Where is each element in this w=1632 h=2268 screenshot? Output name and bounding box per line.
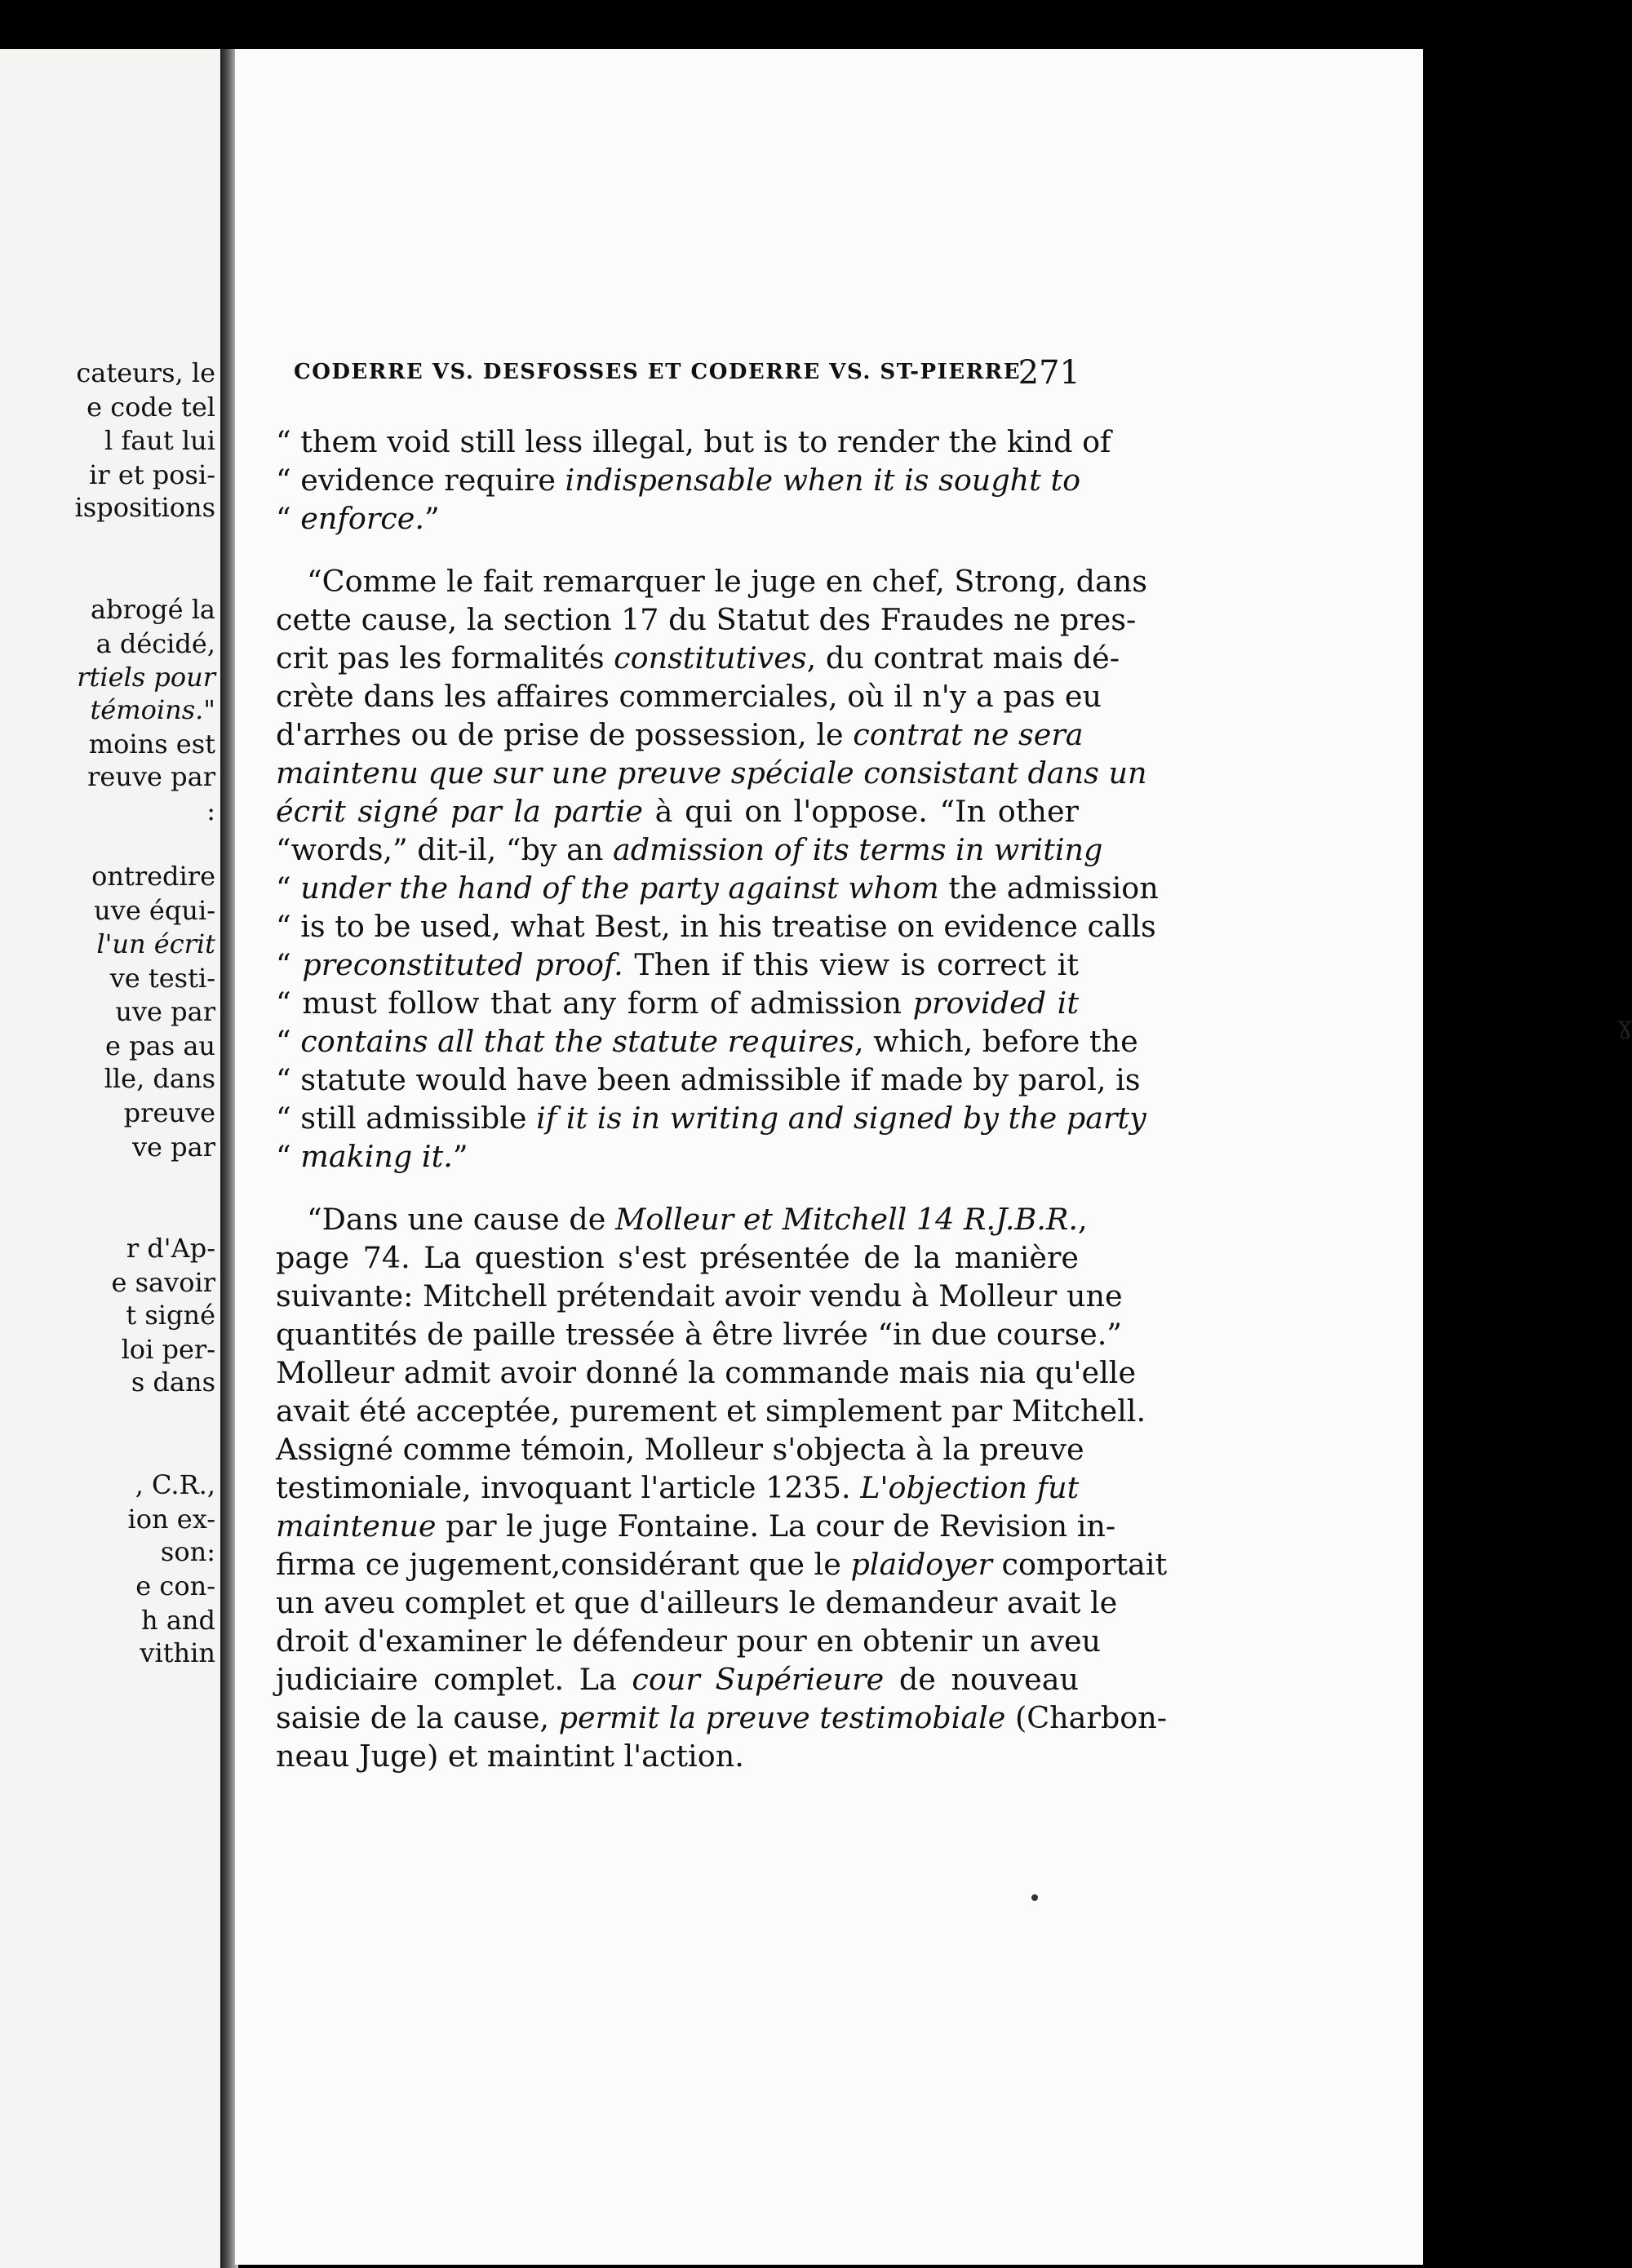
italic-run: Molleur et Mitchell 14 R.J.B.R.	[614, 1202, 1078, 1237]
text-line	[276, 1737, 1079, 1775]
text-run: , which, before the	[854, 1024, 1138, 1059]
italic-run: if it is in writing and signed by the party	[536, 1101, 1146, 1136]
text-line	[276, 1061, 1141, 1099]
text-run: crit pas les formalités	[276, 640, 614, 676]
italic-run: cour Supérieure	[632, 1662, 885, 1697]
text-run: saisie de la cause,	[276, 1700, 559, 1735]
text-line	[276, 600, 1137, 639]
left-page-line: ontredire	[91, 861, 215, 892]
italic-run: constitutives	[614, 640, 807, 676]
text-run: (Charbon-	[1005, 1700, 1168, 1735]
text-line	[276, 792, 1079, 831]
left-page-line: h and	[141, 1605, 215, 1636]
text-line	[276, 1699, 1168, 1737]
italic-run: enforce.	[300, 501, 424, 536]
text-line	[276, 1622, 1102, 1660]
text-line	[276, 1545, 1168, 1584]
text-run: par le juge Fontaine. La cour de Revision in-	[436, 1508, 1116, 1544]
left-page-line: e code tel	[86, 392, 215, 423]
text-run: “	[276, 870, 301, 906]
page-number: 271	[1018, 354, 1080, 392]
left-page-fragment	[0, 49, 228, 2268]
italic-run: provided it	[912, 986, 1080, 1021]
text-line	[276, 754, 1147, 792]
text-line	[276, 984, 1079, 1022]
text-run: “	[276, 1024, 301, 1059]
left-page-line: rtiels pour	[77, 662, 215, 693]
running-head	[294, 354, 1080, 392]
text-line	[276, 715, 1084, 754]
left-page-line: e savoir	[111, 1267, 215, 1298]
text-run: , du contrat mais dé-	[806, 640, 1120, 676]
italic-run: permit la preuve testimobiale	[558, 1700, 1006, 1735]
text-run: “ statute would have been admissible if made by parol, is	[276, 1062, 1141, 1097]
left-page-line: ispositions	[74, 492, 215, 523]
body-text	[276, 423, 1168, 1775]
text-line	[276, 423, 1111, 461]
text-run: avait été acceptée, purement et simplement par Mitchell.	[276, 1393, 1146, 1429]
text-run: comportait	[991, 1547, 1168, 1582]
text-line	[276, 1507, 1116, 1545]
italic-run: contrat ne sera	[853, 717, 1084, 752]
text-line	[276, 907, 1156, 946]
text-run: “	[276, 947, 303, 982]
paragraph	[276, 1200, 1168, 1775]
paragraph	[276, 423, 1111, 538]
text-line	[276, 1315, 1122, 1353]
text-run: quantités de paille tressée à être livrée “in due course.”	[276, 1317, 1122, 1352]
text-line	[276, 1277, 1123, 1315]
left-page-line: ir et posi-	[89, 459, 215, 490]
left-page-line: l faut lui	[104, 425, 215, 456]
left-page-line: vithin	[140, 1637, 215, 1668]
text-run: testimoniale, invoquant l'article 1235.	[276, 1470, 861, 1505]
text-run: suivante: Mitchell prétendait avoir vendu à Molleur une	[276, 1278, 1123, 1313]
text-run: de nouveau	[884, 1662, 1079, 1697]
text-run: “	[276, 1139, 301, 1174]
left-page-line: loi per-	[121, 1334, 215, 1365]
text-run: à qui on l'oppose. “In other	[642, 794, 1079, 829]
text-run: “ them void still less illegal, but is to render the kind of	[276, 424, 1111, 459]
italic-run: maintenue	[276, 1508, 437, 1544]
italic-run: making it.	[300, 1139, 453, 1174]
text-run: firma ce jugement,considérant que le	[276, 1547, 851, 1582]
left-page-line: :	[206, 795, 215, 826]
left-page-line: s dans	[131, 1367, 215, 1398]
text-run: “ evidence require	[276, 463, 565, 498]
text-run: d'arrhes ou de prise de possession, le	[276, 717, 854, 752]
left-page-line: abrogé la	[90, 594, 215, 625]
text-run: page 74. La question s'est présentée de la manière	[276, 1240, 1079, 1275]
edge-mark: ɣ	[1617, 1012, 1632, 1040]
text-run: crète dans les affaires commerciales, où il n'y a pas eu	[276, 679, 1102, 714]
left-page-line: témoins."	[90, 694, 215, 725]
text-line	[276, 1238, 1079, 1277]
text-line	[276, 1099, 1146, 1137]
text-line	[276, 562, 1147, 600]
text-run: droit d'examiner le défendeur pour en obtenir un aveu	[276, 1623, 1102, 1659]
text-run: cette cause, la section 17 du Statut des Fraudes ne pres-	[276, 602, 1137, 637]
left-page-line: l'un écrit	[96, 928, 215, 959]
left-page-line: preuve	[123, 1097, 215, 1128]
text-run: “words,” dit-il, “by an	[276, 832, 613, 867]
italic-run: plaidoyer	[850, 1547, 992, 1582]
left-page-line: ion ex-	[127, 1504, 215, 1535]
left-page-line: r d'Ap-	[126, 1233, 215, 1264]
italic-run: contains all that the statute requires	[300, 1024, 855, 1059]
text-line	[276, 946, 1079, 984]
italic-run: admission of its terms in writing	[613, 832, 1103, 867]
left-page-line: reuve par	[87, 761, 215, 792]
text-run: ”	[452, 1139, 468, 1174]
text-line	[276, 461, 1079, 499]
text-run: Assigné comme témoin, Molleur s'objecta à la preuve	[276, 1432, 1084, 1467]
text-run: “ is to be used, what Best, in his treatise on evidence calls	[276, 909, 1156, 944]
text-run: neau Juge) et maintint l'action.	[276, 1739, 744, 1774]
left-page-line: , C.R.,	[135, 1469, 215, 1500]
page-speck	[1031, 1894, 1038, 1901]
text-run: “ still admissible	[276, 1101, 537, 1136]
left-page-line: cateurs, le	[76, 357, 215, 388]
text-run: “ must follow that any form of admission	[276, 986, 913, 1021]
running-head-title: CODERRE VS. DESFOSSES ET CODERRE VS. ST-PIERRE	[294, 360, 1022, 384]
text-run: “	[276, 501, 301, 536]
left-page-line: e con-	[135, 1570, 215, 1601]
text-line	[276, 1660, 1079, 1699]
left-page-line: ve testi-	[109, 963, 215, 994]
text-run: the admission	[938, 870, 1159, 906]
text-run: Molleur admit avoir donné la commande mais nia qu'elle	[276, 1355, 1137, 1390]
left-page-line: uve équi-	[94, 895, 215, 926]
text-line	[276, 1353, 1137, 1392]
left-page-line: lle, dans	[104, 1063, 215, 1094]
text-line	[276, 677, 1102, 715]
italic-run: écrit signé par la partie	[276, 794, 643, 829]
text-line	[276, 869, 1159, 907]
text-run: “Comme le fait remarquer le juge en chef, Strong, dans	[307, 564, 1147, 599]
text-line	[276, 1137, 1079, 1176]
left-page-line: uve par	[115, 996, 215, 1027]
text-line	[276, 831, 1103, 869]
text-line	[276, 1392, 1146, 1430]
left-page-line: moins est	[88, 729, 215, 760]
text-run: ,	[1077, 1202, 1088, 1237]
italic-run: maintenu que sur une preuve spéciale consistant dans un	[276, 755, 1147, 791]
left-page-line: t signé	[126, 1300, 215, 1331]
left-page-line: a décidé,	[95, 628, 215, 659]
italic-run: preconstituted proof.	[302, 947, 623, 982]
text-run: un aveu complet et que d'ailleurs le demandeur avait le	[276, 1585, 1118, 1620]
text-line	[276, 1468, 1079, 1507]
text-run: Then if this view is correct it	[623, 947, 1079, 982]
left-page-line: e pas au	[105, 1030, 215, 1061]
text-run: judiciaire complet. La	[276, 1662, 632, 1697]
text-line	[276, 1584, 1118, 1622]
text-run: ”	[424, 501, 440, 536]
text-line	[276, 1200, 1088, 1238]
text-line	[276, 1022, 1138, 1061]
text-line	[276, 639, 1120, 677]
paragraph	[276, 562, 1159, 1176]
text-line	[276, 499, 1079, 538]
text-run: “Dans une cause de	[307, 1202, 615, 1237]
left-page-line: ve par	[131, 1132, 215, 1163]
italic-run: under the hand of the party against whom	[300, 870, 939, 906]
left-page-line: son:	[160, 1536, 215, 1567]
italic-run: indispensable when it is sought to	[565, 463, 1081, 498]
italic-run: L'objection fut	[860, 1470, 1080, 1505]
text-line	[276, 1430, 1084, 1468]
